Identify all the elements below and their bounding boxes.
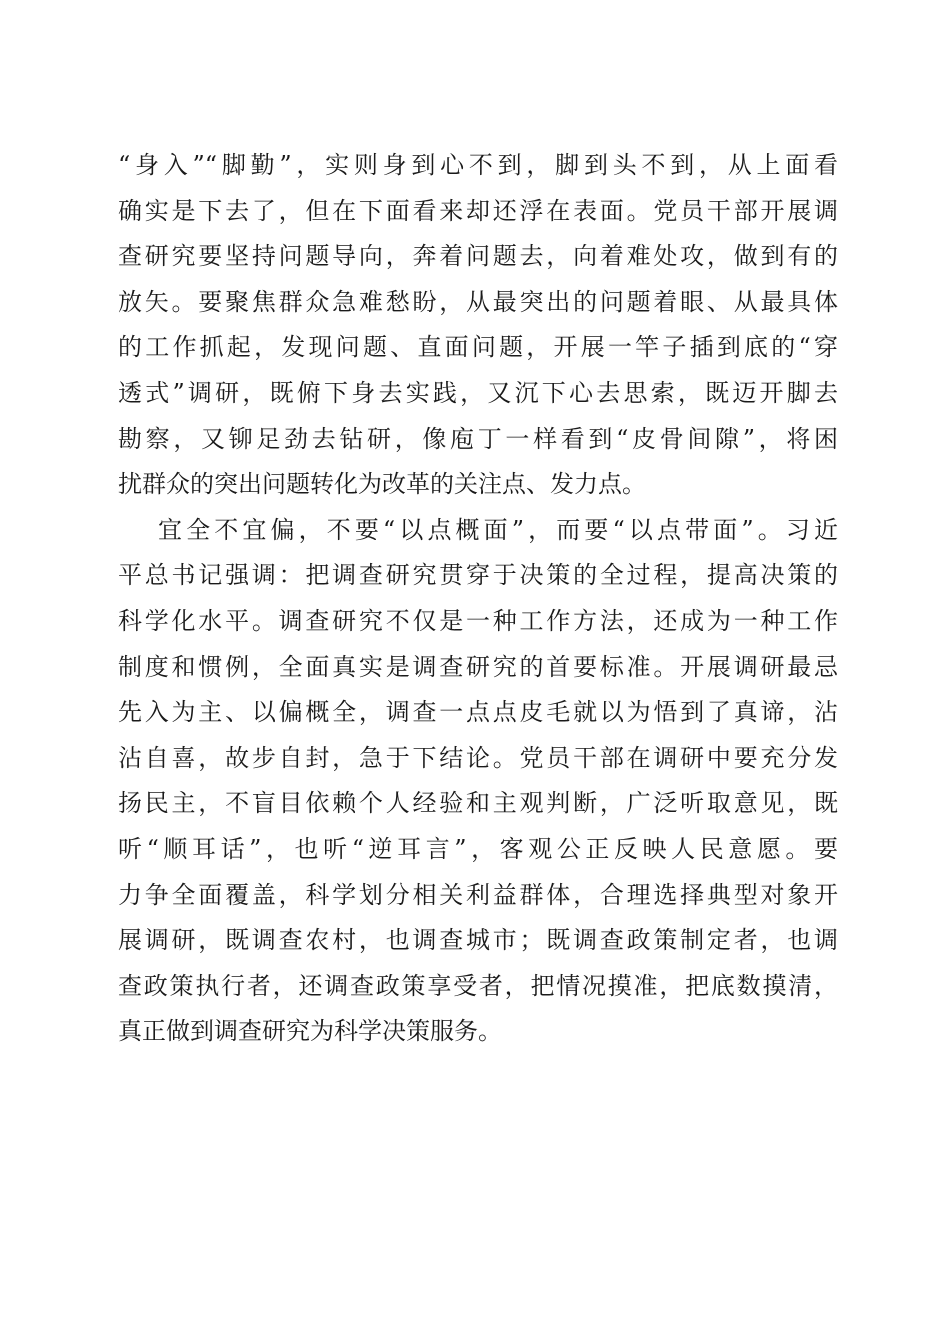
text-line: 放矢。要聚焦群众急难愁盼，从最突出的问题着眼、从最具体	[118, 287, 838, 316]
text-line: 真正做到调查研究为科学决策服务。	[118, 1017, 502, 1046]
text-line: 平总书记强调：把调查研究贯穿于决策的全过程，提高决策的	[118, 561, 838, 590]
text-line: 听“顺耳话”，也听“逆耳言”，客观公正反映人民意愿。要	[118, 834, 838, 863]
text-line: 沾自喜，故步自封，急于下结论。党员干部在调研中要充分发	[118, 743, 838, 772]
text-line: 宜全不宜偏，不要“以点概面”，而要“以点带面”。习近	[158, 515, 838, 544]
document-body	[118, 143, 838, 1055]
text-line: 力争全面覆盖，科学划分相关利益群体，合理选择典型对象开	[118, 880, 838, 909]
text-line: 科学化水平。调查研究不仅是一种工作方法，还成为一种工作	[118, 606, 838, 635]
text-line: 先入为主、以偏概全，调查一点点皮毛就以为悟到了真谛，沾	[118, 698, 838, 727]
text-line: 展调研，既调查农村，也调查城市；既调查政策制定者，也调	[118, 926, 838, 955]
text-line: 确实是下去了，但在下面看来却还浮在表面。党员干部开展调	[118, 196, 838, 225]
text-line: 查政策执行者，还调查政策享受者，把情况摸准，把底数摸清，	[118, 971, 838, 1000]
text-line: 扰群众的突出问题转化为改革的关注点、发力点。	[118, 470, 646, 499]
text-line: 勘察，又铆足劲去钻研，像庖丁一样看到“皮骨间隙”，将困	[118, 424, 838, 453]
text-line: 的工作抓起，发现问题、直面问题，开展一竿子插到底的“穿	[118, 333, 838, 362]
text-line: 查研究要坚持问题导向，奔着问题去，向着难处攻，做到有的	[118, 242, 838, 271]
text-line: “身入”“脚勤”，实则身到心不到，脚到头不到，从上面看	[118, 151, 838, 179]
paragraph-2	[118, 508, 838, 1055]
paragraph-1	[118, 143, 838, 508]
text-line: 制度和惯例，全面真实是调查研究的首要标准。开展调研最忌	[118, 652, 838, 681]
text-line: 扬民主，不盲目依赖个人经验和主观判断，广泛听取意见，既	[118, 789, 838, 818]
text-line: 透式”调研，既俯下身去实践，又沉下心去思索，既迈开脚去	[118, 378, 838, 407]
